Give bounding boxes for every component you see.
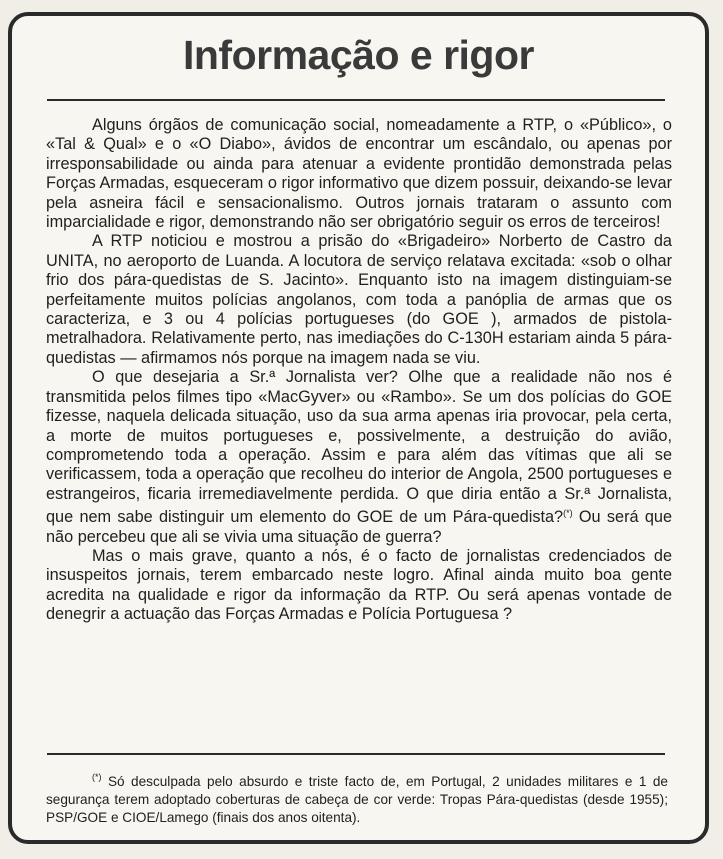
footnote-marker: (*): [92, 772, 102, 782]
bottom-divider: [47, 753, 665, 755]
article-frame: [8, 12, 709, 844]
paragraph-1: Alguns órgãos de comunicação social, nomeadamente a RTP, o «Público», o «Tal & Qual» e o «O Diabo», ávidos de encontrar um escândalo, ou apenas por irresponsabilidade ou ainda para atenuar a evidente prontidão demonstrada pelas Forças Armadas, esqueceram o rigor informativo que dizem possuir, deixando-se levar pela asneira fácil e sensacionalismo. Outros jornais trataram o assunto com imparcialidade e rigor, demonstrando não ser obrigatório seguir os erros de terceiros!: [46, 116, 672, 232]
footnote: [46, 768, 668, 828]
paragraph-3-tail: Ou será que não percebeu que ali se vivia uma situação de guerra?: [46, 508, 672, 546]
paragraph-3: [46, 368, 672, 547]
paragraph-3-text: O que desejaria a Sr.ª Jornalista ver? Olhe que a realidade não nos é transmitida pelos filmes tipo «MacGyver» ou «Rambo». Se um dos polícias do GOE fizesse, naquela delicada situação, uso da sua arma apenas iria provocar, pela certa, a morte de muitos portugueses e, possivelmente, a destruição do avião, comprometendo toda a operação. Assim e para além das vítimas que ali se verificassem, toda a operação que recolheu do interior de Angola, 2500 portugueses e estrangeiros, ficaria irremediavelmente perdida. O que diria então a Sr.ª Jornalista, que nem sabe distinguir um elemento do GOE de um Pára-quedista?: [46, 368, 672, 527]
footnote-text: Só desculpada pelo absurdo e triste facto de, em Portugal, 2 unidades militares e 1 de segurança terem adoptado coberturas de cabeça de cor verde: Tropas Pára-quedistas (desde 1955); PSP/GOE e CIOE/Lamego (finais dos anos oitenta).: [46, 774, 668, 826]
top-divider: [47, 99, 665, 101]
footnote-reference: (*): [563, 508, 573, 519]
paragraph-2: A RTP noticiou e mostrou a prisão do «Brigadeiro» Norberto de Castro da UNITA, no aeroporto de Luanda. A locutora de serviço relatava excitada: «sob o olhar frio dos pára-quedistas de S. Jacinto». Enquanto isto na imagem distinguiam-se perfeitamente muitos polícias angolanos, com toda a panóplia de armas que os caracteriza, e 3 ou 4 polícias portugueses (do GOE ), armados de pistola-metralhadora. Relativamente perto, nas imediações do C-130H estariam ainda 5 pára-quedistas — afirmamos nós porque na imagem nada se viu.: [46, 232, 672, 367]
paragraph-4: Mas o mais grave, quanto a nós, é o facto de jornalistas credenciados de insuspeitos jornais, terem embarcado neste logro. Afinal ainda muito boa gente acredita na qualidade e rigor da informação da RTP. Ou será apenas vontade de denegrir a actuação das Forças Armadas e Polícia Portuguesa ?: [46, 546, 672, 624]
article-title: Informação e rigor: [183, 32, 534, 78]
article-body: [46, 116, 672, 625]
